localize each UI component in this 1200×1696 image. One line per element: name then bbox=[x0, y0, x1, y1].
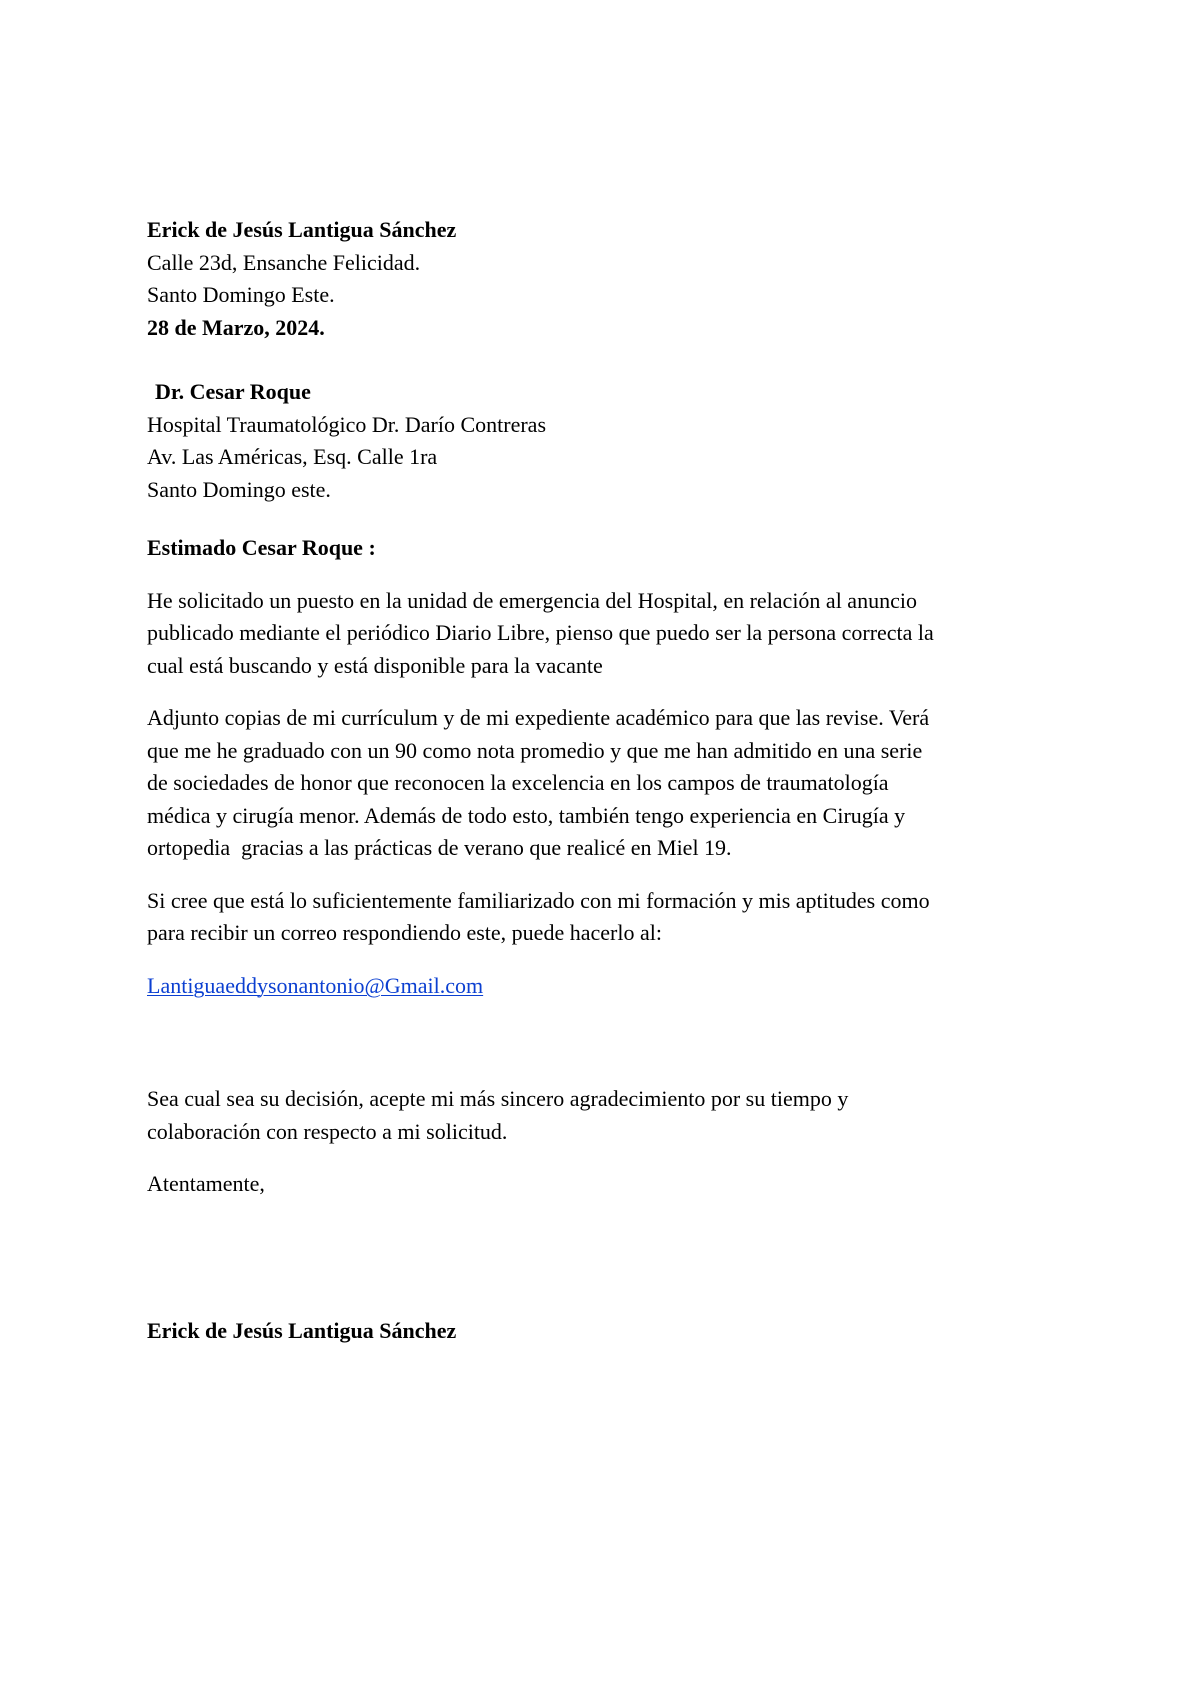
paragraph-line: Adjunto copias de mi currículum y de mi expediente académico para que las revise. Verá bbox=[147, 705, 930, 730]
paragraph-line: Si cree que está lo suficientemente familiarizado con mi formación y mis aptitudes como bbox=[147, 887, 930, 913]
recipient-block bbox=[147, 376, 1067, 506]
spacer bbox=[147, 865, 1067, 885]
spacer bbox=[147, 565, 1067, 585]
closing: Atentamente, bbox=[147, 1171, 265, 1196]
paragraph-contact bbox=[147, 885, 1067, 950]
paragraph-qualifications bbox=[147, 702, 1067, 865]
paragraph-line: que me he graduado con un 90 como nota promedio y que me han admitido en una serie bbox=[147, 737, 923, 763]
paragraph-line: publicado mediante el periódico Diario Libre, pienso que puedo ser la persona correcta la bbox=[147, 620, 934, 645]
paragraph-line: de sociedades de honor que reconocen la excelencia en los campos de traumatología bbox=[147, 770, 889, 795]
spacer bbox=[147, 682, 1067, 702]
recipient-line2: Av. Las Américas, Esq. Calle 1ra bbox=[147, 444, 438, 469]
signature-name: Erick de Jesús Lantigua Sánchez bbox=[147, 1317, 457, 1343]
sender-address-line2: Santo Domingo Este. bbox=[147, 282, 335, 307]
paragraph-line: Sea cual sea su decisión, acepte mi más sincero agradecimiento por su tiempo y bbox=[147, 1086, 849, 1111]
recipient-line1: Hospital Traumatológico Dr. Darío Contreras bbox=[147, 411, 547, 437]
email-link[interactable]: Lantiguaeddysonantonio@Gmail.com bbox=[147, 972, 484, 998]
paragraph-thanks bbox=[147, 1083, 1067, 1148]
salutation: Estimado Cesar Roque : bbox=[147, 535, 376, 560]
paragraph-line: médica y cirugía menor. Además de todo esto, también tengo experiencia en Cirugía y bbox=[147, 802, 906, 828]
paragraph-line: cual está buscando y está disponible para la vacante bbox=[147, 652, 603, 678]
letter-date: 28 de Marzo, 2024. bbox=[147, 314, 325, 340]
letter-body bbox=[147, 214, 1067, 1347]
paragraph-line: ortopedia gracias a las prácticas de verano que realicé en Miel 19. bbox=[147, 835, 732, 860]
spacer bbox=[147, 344, 1067, 376]
recipient-name: Dr. Cesar Roque bbox=[155, 379, 311, 404]
spacer bbox=[147, 1002, 1067, 1083]
spacer bbox=[147, 1201, 1067, 1315]
spacer bbox=[147, 950, 1067, 970]
paragraph-line: colaboración con respecto a mi solicitud. bbox=[147, 1118, 508, 1144]
paragraph-intro bbox=[147, 585, 1067, 683]
paragraph-line: He solicitado un puesto en la unidad de emergencia del Hospital, en relación al anuncio bbox=[147, 587, 917, 613]
paragraph-line: para recibir un correo respondiendo este, puede hacerlo al: bbox=[147, 920, 662, 945]
spacer bbox=[147, 506, 1067, 532]
sender-address-line1: Calle 23d, Ensanche Felicidad. bbox=[147, 249, 421, 275]
sender-name: Erick de Jesús Lantigua Sánchez bbox=[147, 217, 457, 242]
sender-block bbox=[147, 214, 1067, 344]
spacer bbox=[147, 1148, 1067, 1168]
recipient-line3: Santo Domingo este. bbox=[147, 476, 331, 502]
